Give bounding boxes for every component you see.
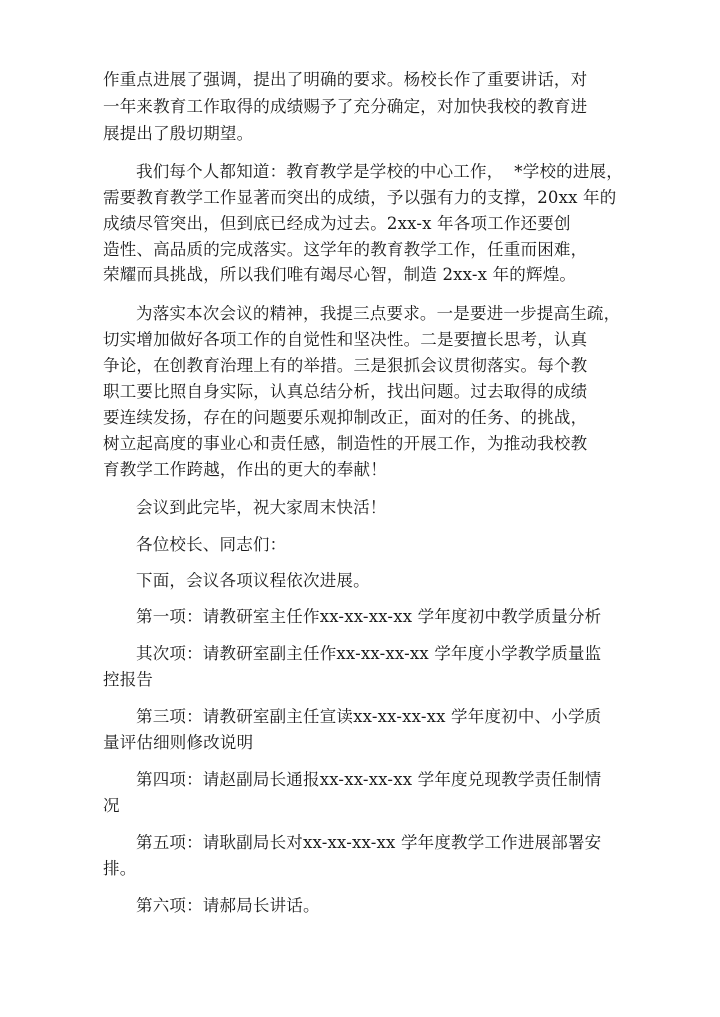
agenda-item-5-line-2: 排。 <box>103 859 137 878</box>
paragraph-1-line-3: 展提出了殷切期望。 <box>103 124 254 143</box>
paragraph-3-line-1: 为落实本次会议的精神，我提三点要求。一是要进一步提高生疏， <box>136 304 621 323</box>
paragraph-3-line-2: 切实增加做好各项工作的自觉性和坚决性。二是要擅长思考，认真 <box>103 330 588 349</box>
agenda-item-3-line-2: 量评估细则修改说明 <box>103 733 254 752</box>
paragraph-1-line-1: 作重点进展了强调，提出了明确的要求。杨校长作了重要讲话，对 <box>103 70 588 89</box>
agenda-item-2-line-2: 控报告 <box>103 670 154 689</box>
paragraph-4-line-1: 会议到此完毕，祝大家周末快活！ <box>136 498 387 517</box>
agenda-item-1-line-1: 第一项：请教研室主任作xx-xx-xx-xx 学年度初中教学质量分析 <box>136 607 602 626</box>
paragraph-2-line-5: 荣耀而具挑战，所以我们唯有竭尽心智，制造 2xx-x 年的辉煌。 <box>103 265 577 284</box>
paragraph-3-line-3: 争论，在创教育治理上有的举措。三是狠抓会议贯彻落实。每个教 <box>103 356 588 375</box>
agenda-item-6-line-1: 第六项：请郝局长讲话。 <box>136 896 320 915</box>
agenda-item-4-line-2: 况 <box>103 796 120 815</box>
agenda-item-4-line-1: 第四项：请赵副局长通报xx-xx-xx-xx 学年度兑现教学责任制情 <box>136 770 602 789</box>
paragraph-3-line-4: 职工要比照自身实际，认真总结分析，找出问题。过去取得的成绩 <box>103 382 588 401</box>
agenda-item-3-line-1: 第三项：请教研室副主任宣读xx-xx-xx-xx 学年度初中、小学质 <box>136 707 602 726</box>
paragraph-5-line-1: 各位校长、同志们： <box>136 535 287 554</box>
paragraph-2-line-3: 成绩尽管突出，但到底已经成为过去。2xx-x 年各项工作还要创 <box>103 214 571 233</box>
paragraph-6-line-1: 下面，会议各项议程依次进展。 <box>136 571 370 590</box>
paragraph-3-line-6: 树立起高度的事业心和责任感，制造性的开展工作，为推动我校教 <box>103 434 588 453</box>
paragraph-2-line-2: 需要教育教学工作显著而突出的成绩，予以强有力的支撑，20xx 年的 <box>103 188 617 207</box>
agenda-item-5-line-1: 第五项：请耿副局长对xx-xx-xx-xx 学年度教学工作进展部署安 <box>136 833 602 852</box>
paragraph-3-line-5: 要连续发扬，存在的问题要乐观抑制改正，面对的任务、的挑战， <box>103 408 588 427</box>
paragraph-3-line-7: 育教学工作跨越，作出的更大的奉献！ <box>103 460 387 479</box>
paragraph-2-line-4: 造性、高品质的完成落实。这学年的教育教学工作，任重而困难， <box>103 240 588 259</box>
paragraph-1-line-2: 一年来教育工作取得的成绩赐予了充分确定，对加快我校的教育进 <box>103 97 588 116</box>
paragraph-2-line-1: 我们每个人都知道：教育教学是学校的中心工作， *学校的进展， <box>136 162 623 181</box>
agenda-item-2-line-1: 其次项：请教研室副主任作xx-xx-xx-xx 学年度小学教学质量监 <box>136 644 602 663</box>
